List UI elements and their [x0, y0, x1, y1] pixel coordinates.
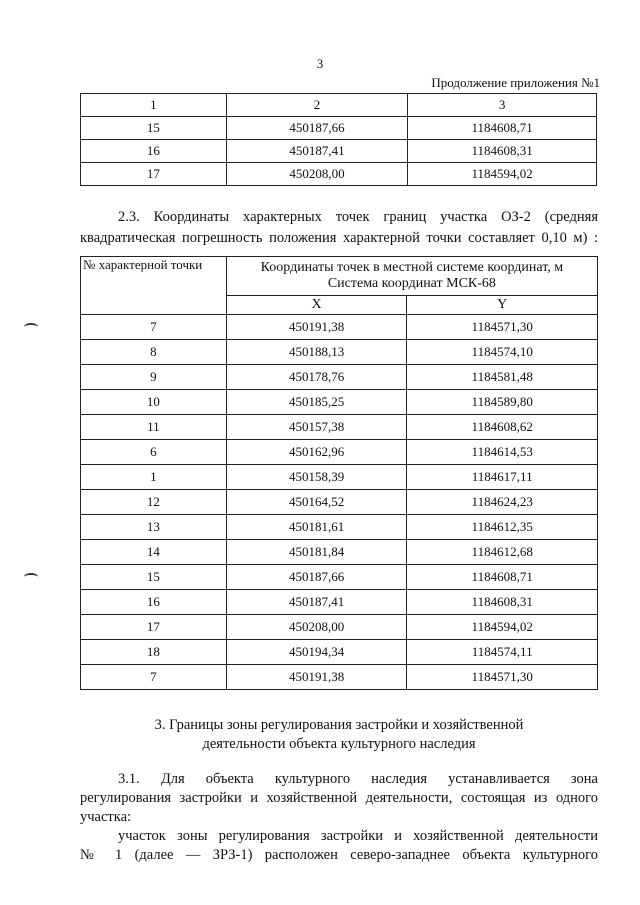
y-cell: 1184608,71 — [408, 117, 597, 140]
header-x: X — [226, 296, 407, 315]
x-cell: 450191,38 — [226, 315, 407, 340]
column-number-1: 1 — [81, 94, 227, 117]
point-cell: 7 — [81, 315, 227, 340]
column-number-2: 2 — [226, 94, 408, 117]
table-body — [81, 315, 598, 690]
coordinates-table-continued — [80, 93, 597, 186]
section-3-1-line-1: 3.1. Для объекта культурного наследия устанавливается зона — [118, 771, 598, 787]
y-cell: 1184589,80 — [407, 390, 598, 415]
table-row — [81, 490, 598, 515]
point-cell: 6 — [81, 440, 227, 465]
point-cell: 15 — [81, 565, 227, 590]
y-cell: 1184624,23 — [407, 490, 598, 515]
x-cell: 450158,39 — [226, 465, 407, 490]
coordinates-table-oz2 — [80, 256, 598, 690]
table-row — [81, 140, 597, 163]
y-cell: 1184608,31 — [407, 590, 598, 615]
header-coordinates-line-2: Система координат МСК-68 — [327, 276, 496, 291]
x-cell: 450187,41 — [226, 590, 407, 615]
point-cell: 9 — [81, 365, 227, 390]
margin-mark — [24, 573, 38, 581]
x-cell: 450194,34 — [226, 640, 407, 665]
x-cell: 450164,52 — [226, 490, 407, 515]
y-cell: 1184594,02 — [408, 163, 597, 186]
table-header-row — [81, 257, 598, 296]
table-row — [81, 540, 598, 565]
x-cell: 450157,38 — [226, 415, 407, 440]
section-2-3-line-1: 2.3. Координаты характерных точек границ участка ОЗ-2 (средняя — [118, 209, 598, 225]
table-row — [81, 465, 598, 490]
table-row — [81, 440, 598, 465]
point-cell: 7 — [81, 665, 227, 690]
zrz-paragraph-line-1: участок зоны регулирования застройки и хозяйственной деятельности — [118, 828, 598, 844]
x-cell: 450208,00 — [226, 163, 408, 186]
point-cell: 12 — [81, 490, 227, 515]
point-cell: 17 — [81, 163, 227, 186]
section-3-title-line-1: 3. Границы зоны регулирования застройки и хозяйственной — [154, 717, 524, 733]
x-cell: 450181,84 — [226, 540, 407, 565]
point-cell: 8 — [81, 340, 227, 365]
x-cell: 450185,25 — [226, 390, 407, 415]
y-cell: 1184614,53 — [407, 440, 598, 465]
point-cell: 13 — [81, 515, 227, 540]
point-cell: 18 — [81, 640, 227, 665]
y-cell: 1184608,31 — [408, 140, 597, 163]
x-cell: 450187,66 — [226, 565, 407, 590]
point-cell: 15 — [81, 117, 227, 140]
table-row — [81, 640, 598, 665]
x-cell: 450208,00 — [226, 615, 407, 640]
table-row — [81, 315, 598, 340]
table-row — [81, 615, 598, 640]
section-3-title-line-2: деятельности объекта культурного наследия — [202, 736, 476, 752]
header-coordinates-line-1: Координаты точек в местной системе координат, м — [260, 260, 564, 275]
x-cell: 450178,76 — [226, 365, 407, 390]
margin-mark — [24, 323, 38, 331]
zrz-paragraph-line-2: № 1 (далее — ЗРЗ-1) расположен северо-западнее объекта культурного — [80, 847, 598, 863]
header-y: Y — [407, 296, 598, 315]
x-cell: 450187,66 — [226, 117, 408, 140]
y-cell: 1184581,48 — [407, 365, 598, 390]
point-cell: 11 — [81, 415, 227, 440]
section-2-3-line-2: квадратическая погрешность положения характерной точки составляет 0,10 м) : — [80, 230, 598, 246]
point-cell: 16 — [81, 140, 227, 163]
y-cell: 1184612,35 — [407, 515, 598, 540]
section-3-1-line-3: участка: — [80, 809, 132, 825]
y-cell: 1184594,02 — [407, 615, 598, 640]
x-cell: 450187,41 — [226, 140, 408, 163]
x-cell: 450191,38 — [226, 665, 407, 690]
x-cell: 450181,61 — [226, 515, 407, 540]
section-3-1-line-2: регулирования застройки и хозяйственной деятельности, состоящая из одного — [80, 790, 598, 806]
table-row — [81, 340, 598, 365]
y-cell: 1184612,68 — [407, 540, 598, 565]
table-row — [81, 515, 598, 540]
x-cell: 450188,13 — [226, 340, 407, 365]
point-cell: 10 — [81, 390, 227, 415]
page-number: 3 — [316, 56, 324, 71]
point-cell: 1 — [81, 465, 227, 490]
y-cell: 1184574,10 — [407, 340, 598, 365]
table-row — [81, 390, 598, 415]
y-cell: 1184608,62 — [407, 415, 598, 440]
table-row — [81, 565, 598, 590]
header-point-number: № характерной точки — [81, 257, 227, 315]
table-row — [81, 365, 598, 390]
table-row — [81, 590, 598, 615]
point-cell: 16 — [81, 590, 227, 615]
point-cell: 14 — [81, 540, 227, 565]
column-number-3: 3 — [408, 94, 597, 117]
table-row — [81, 665, 598, 690]
y-cell: 1184571,30 — [407, 315, 598, 340]
y-cell: 1184608,71 — [407, 565, 598, 590]
point-cell: 17 — [81, 615, 227, 640]
table-row — [81, 415, 598, 440]
y-cell: 1184617,11 — [407, 465, 598, 490]
table-header-row — [81, 94, 597, 117]
x-cell: 450162,96 — [226, 440, 407, 465]
table-row — [81, 117, 597, 140]
y-cell: 1184571,30 — [407, 665, 598, 690]
appendix-note: Продолжение приложения №1 — [431, 75, 600, 90]
y-cell: 1184574,11 — [407, 640, 598, 665]
table-row — [81, 163, 597, 186]
header-coordinates — [226, 257, 597, 296]
